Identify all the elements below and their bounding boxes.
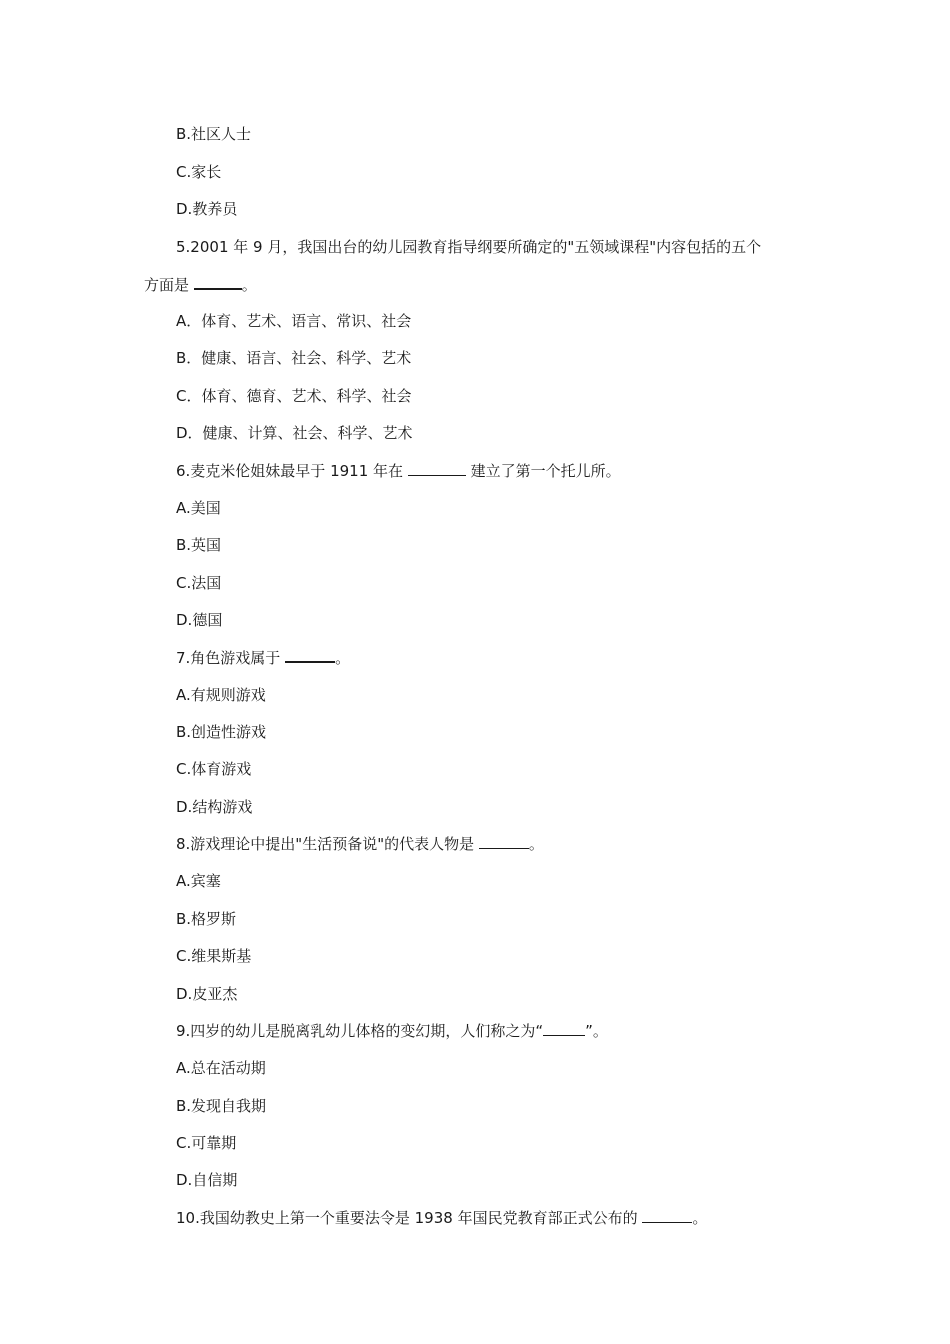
q6-stem — [176, 461, 621, 481]
q8-stem — [176, 834, 544, 854]
q8-option-b: B.格罗斯 — [176, 910, 237, 928]
q10-stem-end: 。 — [692, 1209, 708, 1227]
q9-stem — [176, 1021, 608, 1041]
q9-stem-end: ”。 — [585, 1022, 608, 1040]
q9-stem-text: 9.四岁的幼儿是脱离乳幼儿体格的变幻期，人们称之为“ — [176, 1022, 544, 1040]
q5-stem-text: 方面是 — [144, 276, 194, 294]
q7-option-a: A.有规则游戏 — [176, 686, 266, 704]
q4-option-b: B.社区人士 — [176, 125, 252, 143]
q5-option-a: A．体育、艺术、语言、常识、社会 — [176, 312, 412, 330]
q5-stem-line1: 5.2001 年 9 月，我国出台的幼儿园教育指导纲要所确定的"五领域课程"内容包括的五个 — [176, 238, 762, 256]
q10-stem-text: 10.我国幼教史上第一个重要法令是 1938 年国民党教育部正式公布的 — [176, 1209, 643, 1227]
q8-option-a: A.宾塞 — [176, 872, 221, 890]
q10-stem — [176, 1208, 707, 1228]
q7-stem — [176, 647, 350, 668]
q6-option-a: A.美国 — [176, 499, 221, 517]
q8-blank — [479, 834, 529, 849]
q10-blank — [642, 1208, 692, 1223]
q5-stem-line2 — [144, 274, 257, 295]
q6-option-c: C.法国 — [176, 574, 222, 592]
q6-blank — [408, 461, 466, 476]
q6-option-d: D.德国 — [176, 611, 223, 629]
q5-option-c: C．体育、德育、艺术、科学、社会 — [176, 387, 412, 405]
q9-option-b: B.发现自我期 — [176, 1097, 267, 1115]
q8-option-c: C.维果斯基 — [176, 947, 252, 965]
q5-blank — [194, 274, 242, 290]
q7-option-c: C.体育游戏 — [176, 760, 252, 778]
q4-option-d: D.教养员 — [176, 200, 238, 218]
q9-blank — [543, 1021, 585, 1036]
q7-option-d: D.结构游戏 — [176, 798, 253, 816]
q7-blank — [285, 647, 335, 663]
q7-stem-end: 。 — [335, 649, 351, 667]
q5-option-b: B．健康、语言、社会、科学、艺术 — [176, 349, 412, 367]
q8-stem-end: 。 — [528, 835, 544, 853]
q9-option-c: C.可靠期 — [176, 1134, 237, 1152]
q5-option-d: D．健康、计算、社会、科学、艺术 — [176, 424, 413, 442]
q8-option-d: D.皮亚杰 — [176, 985, 238, 1003]
q9-option-a: A.总在活动期 — [176, 1059, 266, 1077]
q7-stem-text: 7.角色游戏属于 — [176, 649, 286, 667]
q6-stem-end: 建立了第一个托儿所。 — [465, 462, 621, 480]
q4-option-c: C.家长 — [176, 163, 222, 181]
q6-stem-text: 6.麦克米伦姐妹最早于 1911 年在 — [176, 462, 408, 480]
q5-stem-end: 。 — [241, 276, 257, 294]
q7-option-b: B.创造性游戏 — [176, 723, 267, 741]
q8-stem-text: 8.游戏理论中提出"生活预备说"的代表人物是 — [176, 835, 479, 853]
q6-option-b: B.英国 — [176, 536, 222, 554]
q9-option-d: D.自信期 — [176, 1171, 238, 1189]
